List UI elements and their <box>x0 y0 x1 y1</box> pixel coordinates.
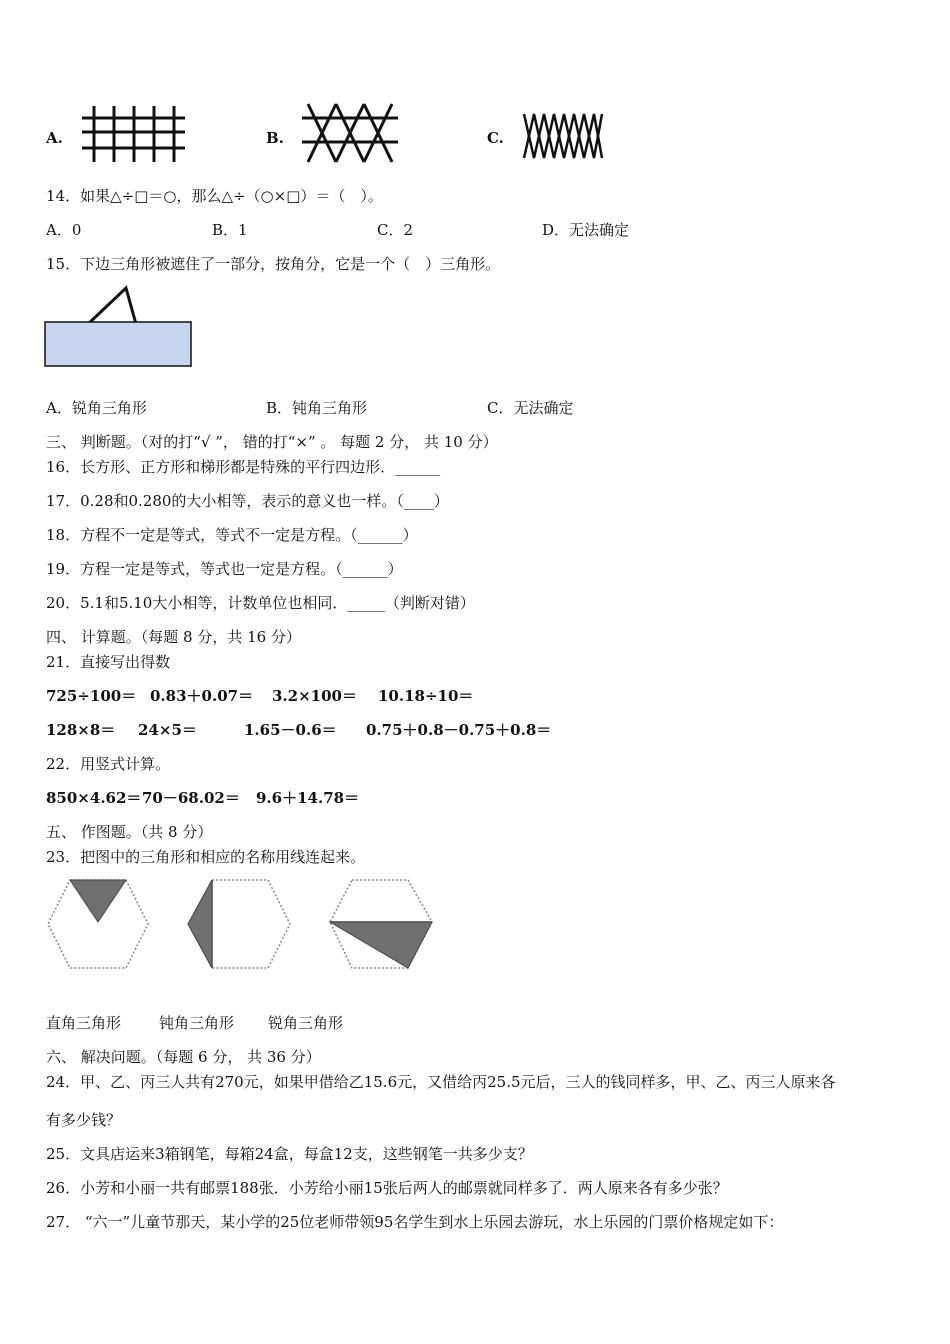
q21-expr-8: 0.75＋0.8－0.75＋0.8＝ <box>366 721 552 739</box>
q13-option-c-label: C. <box>487 129 504 147</box>
q15-option-a: A．锐角三角形 <box>46 399 147 417</box>
q22-expr-2: 70－68.02＝ <box>142 789 240 807</box>
q20: 20．5.1和5.10大小相等，计数单位也相同．_____（判断对错） <box>46 594 475 612</box>
section3-title: 三、 判断题。（对的打“√ ”， 错的打“×” 。 每题 2 分， 共 10 分） <box>46 433 498 451</box>
q26: 26．小芳和小丽一共有邮票188张．小芳给小丽15张后两人的邮票就同样多了．两人原来各有多少张？ <box>46 1179 728 1197</box>
q19: 19．方程一定是等式，等式也一定是方程。（______） <box>46 560 403 578</box>
section4-title: 四、 计算题。（每题 8 分，共 16 分） <box>46 628 301 646</box>
q16: 16．长方形、正方形和梯形都是特殊的平行四边形．______ <box>46 458 441 476</box>
q13-option-b-label: B. <box>266 129 284 147</box>
q13-figure-b-cross-lines <box>300 102 400 164</box>
q24-line-1: 24．甲、乙、丙三人共有270元，如果甲借给乙15.6元，又借给丙25.5元后，三人的钱同样多，甲、乙、丙三人原来各 <box>46 1073 836 1091</box>
q15-option-c: C．无法确定 <box>487 399 574 417</box>
q23-label-obtuse-triangle: 钝角三角形 <box>159 1014 235 1032</box>
q23-hexagon-2-triangle <box>186 878 292 970</box>
q13-figure-c-zigzag <box>522 110 604 162</box>
q21-expr-5: 128×8＝ <box>46 721 116 739</box>
q13-figure-a-grid <box>82 104 187 164</box>
q14-option-a: A．0 <box>46 221 82 239</box>
q23-label-right-triangle: 直角三角形 <box>46 1014 122 1032</box>
q21-expr-4: 10.18÷10＝ <box>378 687 474 705</box>
q22-expr-1: 850×4.62＝ <box>46 789 142 807</box>
q14-stem: 14．如果△÷□＝○，那么△÷（○×□）＝（ ）。 <box>46 187 383 205</box>
q22-stem: 22．用竖式计算。 <box>46 755 171 773</box>
triangle-visible-top <box>88 288 136 324</box>
q21-expr-3: 3.2×100＝ <box>272 687 357 705</box>
q13-option-a-label: A. <box>46 129 63 147</box>
q21-stem: 21．直接写出得数 <box>46 653 171 671</box>
section5-title: 五、 作图题。（共 8 分） <box>46 823 213 841</box>
section6-title: 六、 解决问题。（每题 6 分， 共 36 分） <box>46 1048 321 1066</box>
q25: 25．文具店运来3箱钢笔，每箱24盒，每盒12支，这些钢笔一共多少支？ <box>46 1145 533 1163</box>
q15-covered-triangle-figure <box>44 284 194 368</box>
q23-label-acute-triangle: 锐角三角形 <box>268 1014 344 1032</box>
q21-expr-1: 725÷100＝ <box>46 687 137 705</box>
q21-expr-7: 1.65－0.6＝ <box>244 721 337 739</box>
q14-option-b: B．1 <box>212 221 248 239</box>
q14-option-d: D．无法确定 <box>542 221 630 239</box>
q23-hexagon-3-obtuse-triangle <box>328 878 434 970</box>
q18: 18．方程不一定是等式，等式不一定是方程。（______） <box>46 526 418 544</box>
q17: 17．0.28和0.280的大小相等，表示的意义也一样。（____） <box>46 492 449 510</box>
q21-expr-2: 0.83＋0.07＝ <box>150 687 254 705</box>
q22-expr-3: 9.6＋14.78＝ <box>256 789 360 807</box>
q21-expr-6: 24×5＝ <box>138 721 197 739</box>
q15-option-b: B．钝角三角形 <box>266 399 368 417</box>
cover-rectangle <box>45 322 191 366</box>
q23-stem: 23．把图中的三角形和相应的名称用线连起来。 <box>46 848 366 866</box>
q14-option-c: C．2 <box>377 221 414 239</box>
q15-stem: 15．下边三角形被遮住了一部分，按角分，它是一个（ ）三角形。 <box>46 255 501 273</box>
q24-line-2: 有多少钱？ <box>46 1111 122 1129</box>
q23-hexagon-1-right-triangle <box>46 878 150 970</box>
q27: 27． “六一”儿童节那天，某小学的25位老师带领95名学生到水上乐园去游玩，水上乐园的门票价格规定如下： <box>46 1213 784 1231</box>
